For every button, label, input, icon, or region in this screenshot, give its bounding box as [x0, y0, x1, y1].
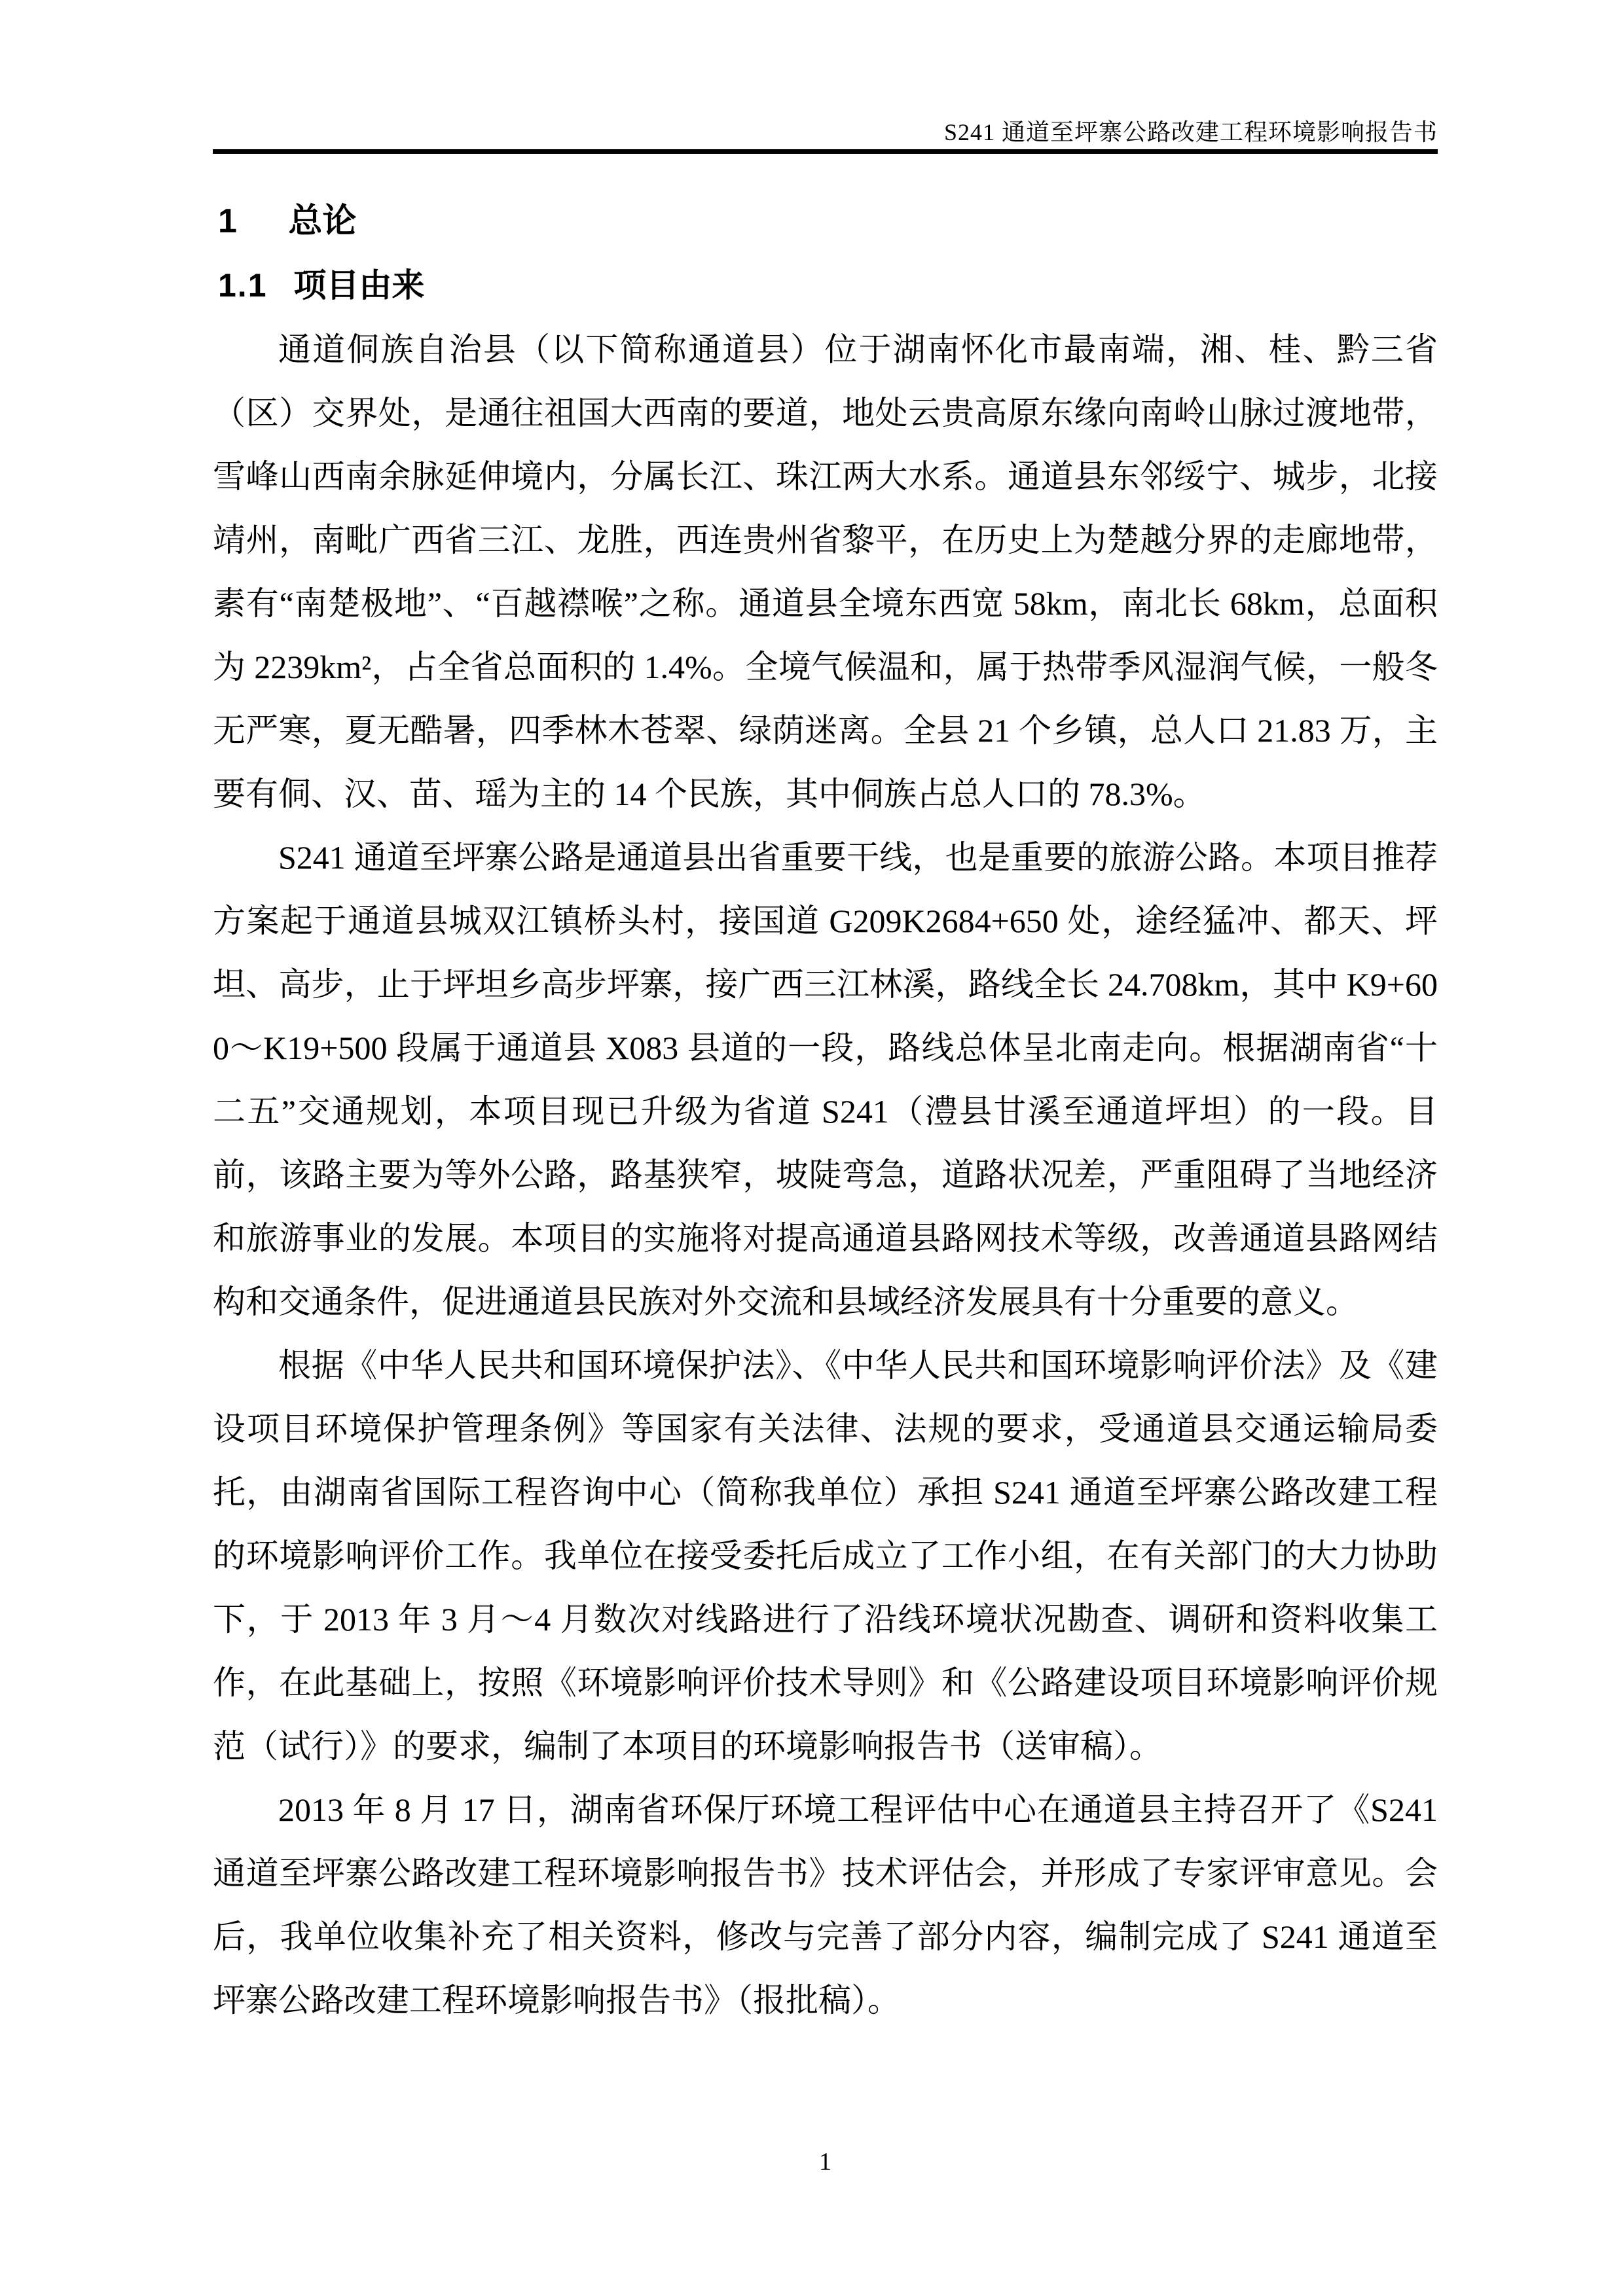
page-number: 1 [819, 2148, 831, 2176]
section-title: 总论 [288, 202, 357, 240]
paragraph-project-origin-2: S241 通道至坪寨公路是通道县出省重要干线，也是重要的旅游公路。本项目推荐方案起于通道县城双江镇桥头村，接国道 G209K2684+650 处，途经猛冲、都天、坪坦、高步，止于坪坦乡高步坪寨，接广西三江林溪，路线全长 24.708km，其中 K9+600～K19+500 段属于通道县 X083 县道的一段，路线总体呈北南走向。根据湖南省“十二五”交通规划，本项目现已升级为省道 S241（澧县甘溪至通道坪坦）的一段。目前，该路主要为等外公路，路基狭窄，坡陡弯急，道路状况差，严重阻碍了当地经济和旅游事业的发展。本项目的实施将对提高通道县路网技术等级，改善通道县路网结构和交通条件，促进通道县民族对外交流和县域经济发展具有十分重要的意义。 [213, 839, 1438, 1320]
paragraph-project-origin-3: 根据《中华人民共和国环境保护法》、《中华人民共和国环境影响评价法》及《建设项目环境保护管理条例》等国家有关法律、法规的要求，受通道县交通运输局委托，由湖南省国际工程咨询中心（简称我单位）承担 S241 通道至坪寨公路改建工程的环境影响评价工作。我单位在接受委托后成立了工作小组，在有关部门的大力协助下，于 2013 年 3 月～4 月数次对线路进行了沿线环境状况勘查、调研和资料收集工作，在此基础上，按照《环境影响评价技术导则》和《公路建设项目环境影响评价规范（试行）》的要求，编制了本项目的环境影响报告书（送审稿）。 [213, 1347, 1438, 1765]
paragraph-project-origin-4: 2013 年 8 月 17 日，湖南省环保厅环境工程评估中心在通道县主持召开了《S241 通道至坪寨公路改建工程环境影响报告书》技术评估会，并形成了专家评审意见。会后，我单位收集补充了相关资料，修改与完善了部分内容，编制完成了 S241 通道至坪寨公路改建工程环境影响报告书》（报批稿）。 [213, 1791, 1438, 2018]
paragraph-project-origin-1: 通道侗族自治县（以下简称通道县）位于湖南怀化市最南端，湘、桂、黔三省（区）交界处，是通往祖国大西南的要道，地处云贵高原东缘向南岭山脉过渡地带，雪峰山西南余脉延伸境内，分属长江、珠江两大水系。通道县东邻绥宁、城步，北接靖州，南毗广西省三江、龙胜，西连贵州省黎平，在历史上为楚越分界的走廊地带，素有“南楚极地”、“百越襟喉”之称。通道县全境东西宽 58km，南北长 68km，总面积为 2239km²，占全省总面积的 1.4%。全境气候温和，属于热带季风湿润气候，一般冬无严寒，夏无酷暑，四季林木苍翠、绿荫迷离。全县 21 个乡镇，总人口 21.83 万，主要有侗、汉、苗、瑶为主的 14 个民族，其中侗族占总人口的 78.3%。 [213, 331, 1438, 812]
page-header [213, 118, 1438, 154]
subsection-heading [213, 267, 1438, 304]
header-title: S241 通道至坪寨公路改建工程环境影响报告书 [943, 119, 1438, 145]
document-body [213, 318, 1438, 2032]
header-rule [213, 149, 1438, 154]
subsection-number: 1.1 [218, 267, 268, 304]
page-footer [213, 2147, 1438, 2177]
section-number: 1 [218, 202, 237, 240]
section-heading [213, 202, 1438, 241]
subsection-title: 项目由来 [293, 267, 425, 304]
